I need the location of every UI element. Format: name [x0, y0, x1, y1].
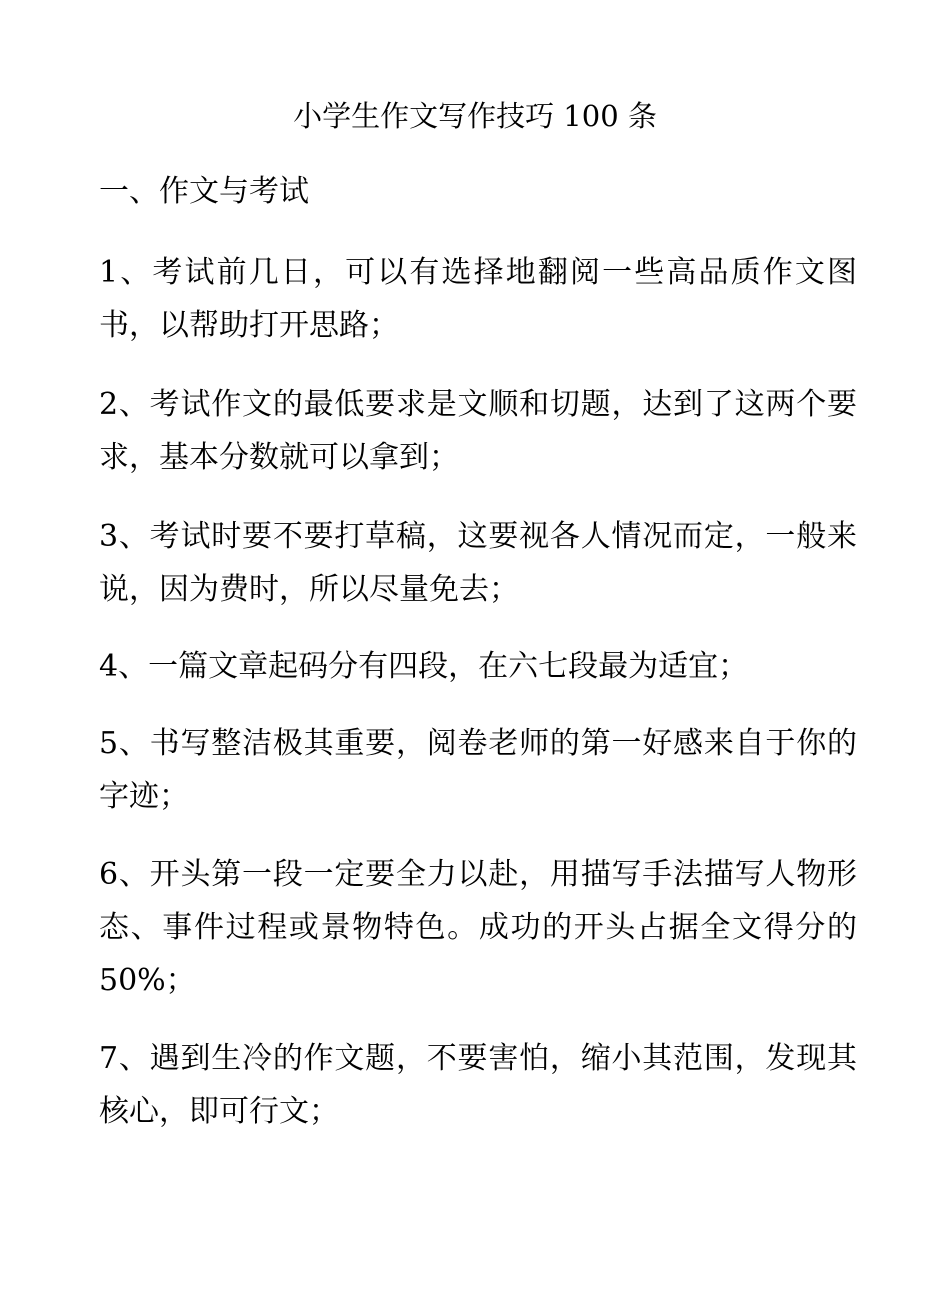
tip-item-5: 5、书写整洁极其重要，阅卷老师的第一好感来自于你的字迹；: [99, 726, 857, 814]
tip-item-4: 4、一篇文章起码分有四段，在六七段最为适宜；: [99, 649, 749, 684]
section-heading: 一、作文与考试: [99, 174, 309, 209]
tip-item-6: 6、开头第一段一定要全力以赴，用描写手法描写人物形态、事件过程或景物特色。成功的开头占据全文得分的 50%；: [99, 857, 857, 998]
tip-item-7: 7、遇到生冷的作文题，不要害怕，缩小其范围，发现其核心，即可行文；: [99, 1041, 857, 1129]
tip-item-1: 1、考试前几日，可以有选择地翻阅一些高品质作文图书，以帮助打开思路；: [99, 255, 857, 343]
document-title: 小学生作文写作技巧 100 条: [293, 99, 657, 133]
tip-item-3: 3、考试时要不要打草稿，这要视各人情况而定，一般来说，因为费时，所以尽量免去；: [99, 519, 857, 607]
tip-item-2: 2、考试作文的最低要求是文顺和切题，达到了这两个要求，基本分数就可以拿到；: [99, 387, 857, 475]
